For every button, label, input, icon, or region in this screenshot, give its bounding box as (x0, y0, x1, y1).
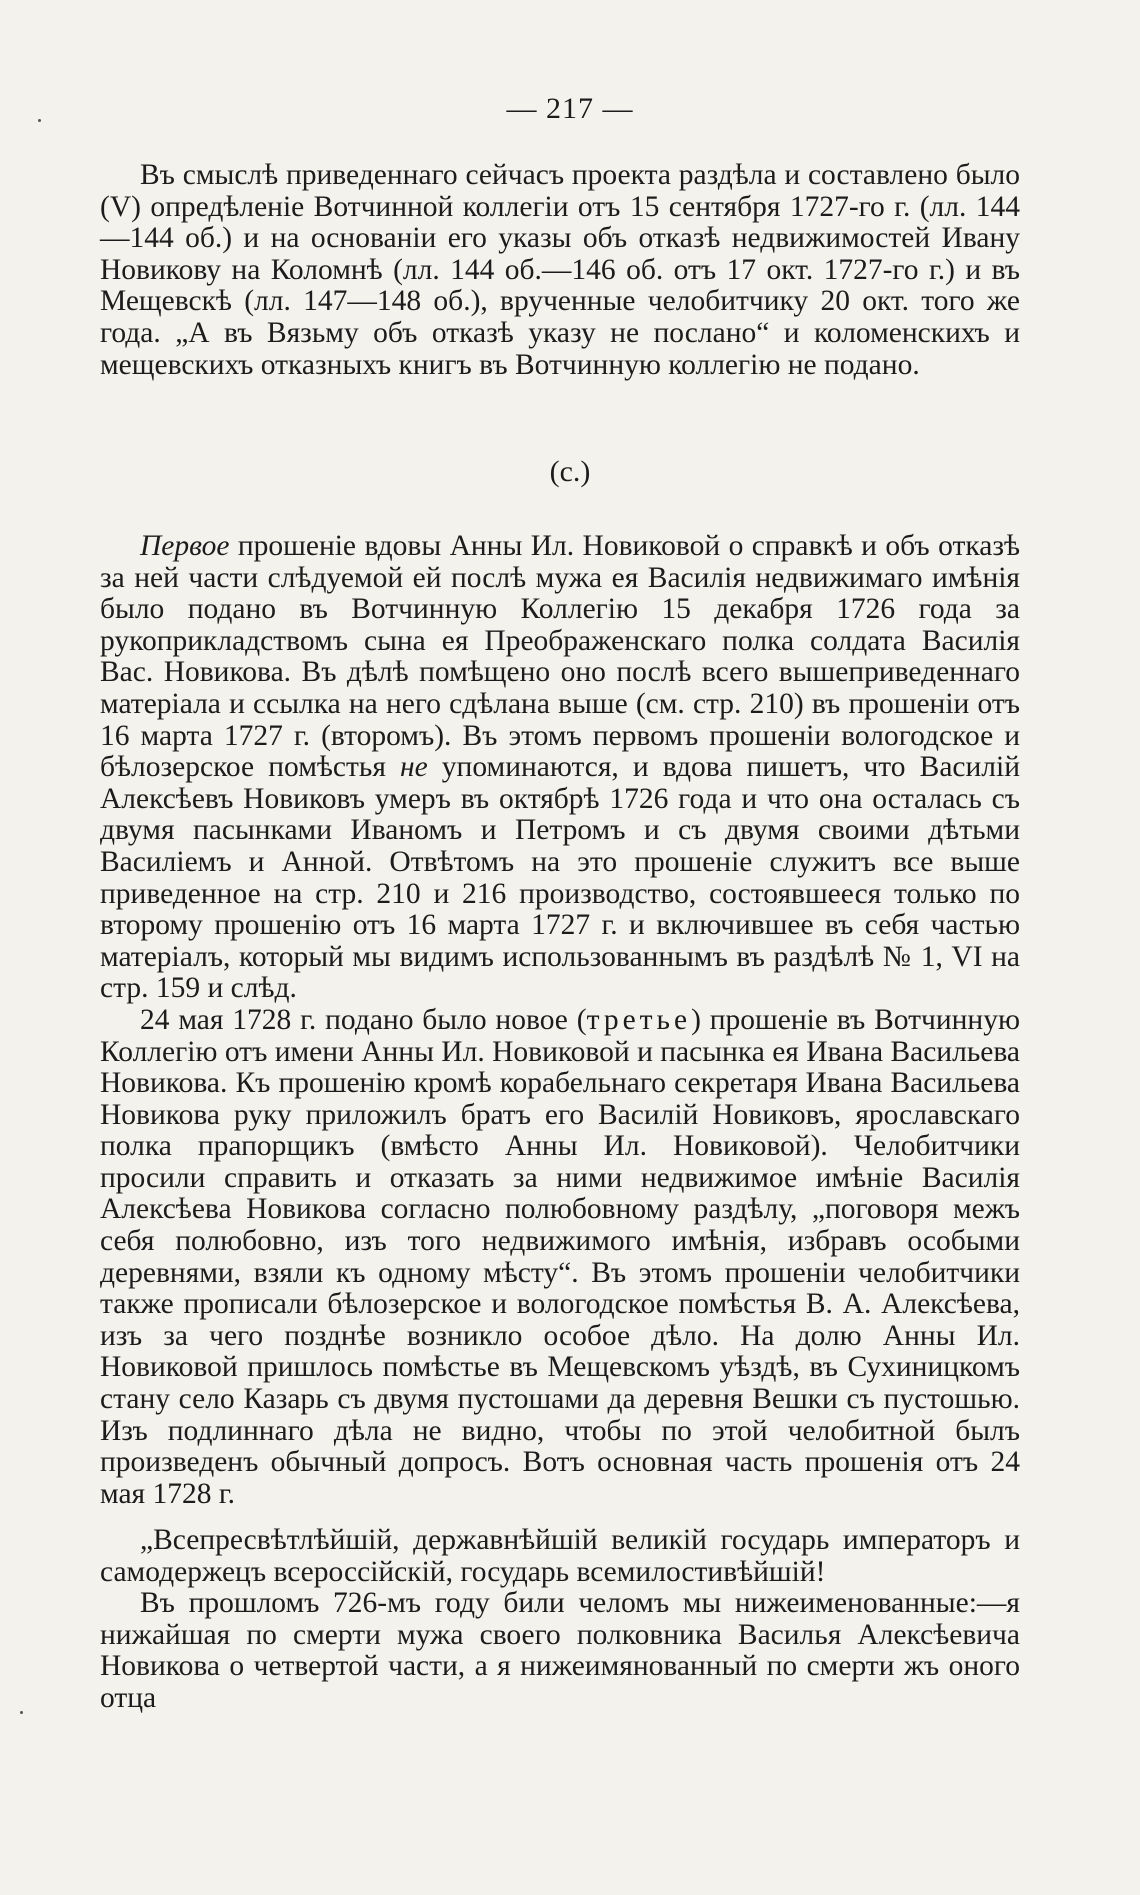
paragraph-2 (100, 531, 1020, 1005)
text-block-quote (100, 1525, 1020, 1715)
text-block-main (100, 531, 1020, 1510)
paragraph-2-part-b: упоминаются, и вдова пишетъ, что Василій Алексѣевъ Новиковъ умеръ въ октябрѣ 1726 года и что она осталась съ двумя пасынками Иваномъ и Петромъ и съ двумя своими дѣтьми Василіемъ и Анной. Отвѣтомъ на это прошеніе служитъ все выше приведенное на стр. 210 и 216 производство, состоявшееся только по второму прошенію отъ 16 марта 1727 г. и включившее въ себя частью матеріалъ, который мы видимъ использованнымъ въ раздѣлѣ № 1, VI на стр. 159 и слѣд. (100, 751, 1020, 1005)
paragraph-2-lead-italic: Первое (140, 530, 230, 562)
scan-speck (20, 1711, 23, 1714)
paragraph-2-part-a: прошеніе вдовы Анны Ил. Новиковой о справкѣ и объ отказѣ за ней части слѣдуемой ей послѣ мужа ея Василія недвижимаго имѣнія было подано въ Вотчинную Коллегію 15 декабря 1726 года за рукоприкладствомъ сына ея Преображенскаго полка солдата Василія Вас. Новикова. Въ дѣлѣ помѣщено оно послѣ всего вышеприведеннаго матеріала и ссылка на него сдѣлана выше (см. стр. 210) въ прошеніи отъ 16 марта 1727 г. (второмъ). Въ этомъ первомъ прошеніи вологодское и бѣлозерское помѣстья (100, 530, 1020, 784)
paragraph-3 (100, 1005, 1020, 1511)
paragraph-3-part-b: ) прошеніе въ Вотчинную Коллегію отъ имени Анны Ил. Новиковой и пасынка ея Ивана Васильева Новикова. Къ прошенію кромѣ корабельнаго секретаря Ивана Васильева Новикова руку приложилъ братъ его Василій Новиковъ, ярославскаго полка прапорщикъ (вмѣсто Анны Ил. Новиковой). Челобитчики просили справить и отказать за ними недвижимое имѣніе Василія Алексѣева Новикова согласно полюбовному раздѣлу, „поговоря межъ себя полюбовно, изъ того недвижимого имѣнія, избравъ особыми деревнями, взяли къ одному мѣсту“. Въ этомъ прошеніи челобитчики также прописали бѣлозерское и вологодское помѣстья В. А. Алексѣева, изъ за чего позднѣе возникло особое дѣло. На долю Анны Ил. Новиковой пришлось помѣстье въ Мещевскомъ уѣздѣ, въ Сухиницкомъ стану село Казарь съ двумя пустошами да деревня Вешки съ пустошью. Изъ подлиннаго дѣла не видно, чтобы по этой челобитной былъ произведенъ обычный допросъ. Вотъ основная часть прошенія отъ 24 мая 1728 г. (100, 1003, 1020, 1510)
paragraph-3-spaced-word: третье (586, 1003, 692, 1036)
paragraph-3-part-a: 24 мая 1728 г. подано было новое ( (140, 1003, 587, 1036)
page-number: — 217 — (506, 92, 634, 125)
paragraph-1: Въ смыслѣ приведеннаго сейчасъ проекта раздѣла и составлено было (V) опредѣленіе Вотчинной коллегіи отъ 15 сентября 1727-го г. (лл. 144—144 об.) и на основаніи его указы объ отказѣ недвижимостей Ивану Новикову на Коломнѣ (лл. 144 об.—146 об. отъ 17 окт. 1727-го г.) и въ Мещевскѣ (лл. 147—148 об.), врученные челобитчику 20 окт. того же года. „А въ Вязьму объ отказѣ указу не послано“ и коломенскихъ и мещевскихъ отказныхъ книгъ въ Вотчинную коллегію не подано. (100, 159, 1020, 381)
paragraph-2-ne-italic: не (399, 751, 428, 784)
text-block-top (100, 160, 1020, 381)
scan-speck (38, 119, 41, 122)
section-heading: (с.) (549, 455, 591, 488)
paragraph-5: Въ прошломъ 726-мъ году били челомъ мы нижеименованные:—я нижайшая по смерти мужа своего полковника Василья Алексѣевича Новикова о четвертой части, а я нижеимянованный по смерти жъ оного отца (100, 1587, 1020, 1714)
paragraph-4: „Всепресвѣтлѣйшій, державнѣйшій великій государь императоръ и самодержецъ всероссійскій, государь всемилостивѣйшій! (100, 1524, 1020, 1588)
